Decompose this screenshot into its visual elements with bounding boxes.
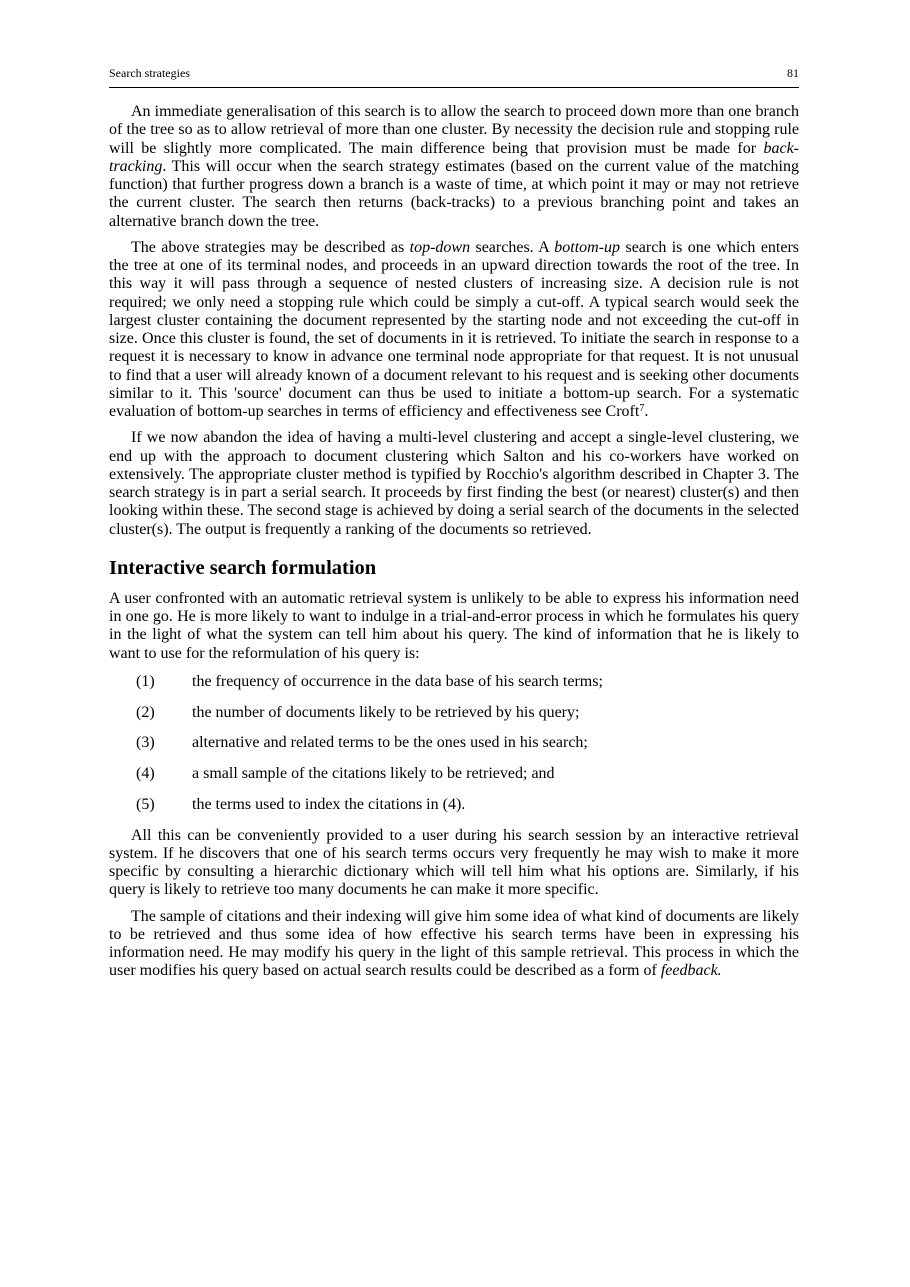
list-text: a small sample of the citations likely to be retrieved; and	[192, 765, 555, 782]
paragraph-text: The sample of citations and their indexing will give him some idea of what kind of documents are likely to be retrieved and thus some idea of how effective his search terms have been in expressing his information need. He may modify his query in the light of this sample retrieval. This process in which the user modifies his query based on actual search results could be described as a form of	[109, 907, 799, 980]
section-title: Search strategies	[109, 66, 190, 80]
section-heading: Interactive search formulation	[109, 556, 377, 579]
paragraph: A user confronted with an automatic retrieval system is unlikely to be able to express his information need in one go. He is more likely to want to indulge in a trial-and-error process in which he formulates his query in the light of what the system can tell him about his query. The kind of information that he is likely to want to use for the reformulation of his query is:	[109, 589, 799, 662]
list-number: (1)	[136, 672, 155, 690]
list-text: the frequency of occurrence in the data base of his search terms;	[192, 672, 603, 690]
emphasis: back-tracking	[109, 139, 799, 175]
list-text: alternative and related terms to be the ones used in his search;	[192, 734, 588, 752]
list-number: (3)	[136, 734, 155, 752]
paragraph-text: searches. A	[470, 238, 555, 256]
page-number: 81	[787, 66, 799, 80]
paragraph-text: The above strategies may be described as	[131, 238, 410, 256]
list-number: (4)	[136, 765, 155, 782]
list-item	[109, 796, 799, 814]
list-item	[109, 765, 799, 783]
list-text: the number of documents likely to be retrieved by his query;	[192, 703, 580, 721]
list-item	[109, 673, 799, 691]
body-text	[109, 103, 799, 981]
emphasis: feedback.	[660, 962, 722, 980]
paragraph-text: search is one which enters the tree at one of its terminal nodes, and proceeds in an upward direction towards the root of the tree. In this way it will pass through a sequence of nested clusters of increasing size. A decision rule is not required; we only need a stopping rule which could be simply a cut-off. A typical search would seek the largest cluster containing the document represented by the starting node and not exceeding the cut-off in size. Once this cluster is found, the set of documents in it is retrieved. To initiate the search in response to a request it is necessary to know in advance one terminal node appropriate for that request. It is not unusual to find that a user will already known of a document relevant to his request and is seeking other documents similar to it. This 'source' document can thus be used to initiate a bottom-up search. For a systematic evaluation of bottom-up searches in terms of efficiency and effectiveness see Croft	[109, 238, 800, 420]
list-number: (5)	[136, 795, 155, 813]
citation-superscript: 7	[639, 403, 645, 414]
list-text: the terms used to index the citations in (4).	[192, 795, 466, 813]
list-number: (2)	[136, 703, 155, 721]
list-item	[109, 734, 799, 752]
paragraph-text: An immediate generalisation of this search is to allow the search to proceed down more than one branch of the tree so as to allow retrieval of more than one cluster. By necessity the decision rule and stopping rule will be slightly more complicated. The main difference being that provision must be made for	[109, 103, 799, 157]
numbered-list	[109, 673, 799, 814]
paragraph: If we now abandon the idea of having a multi-level clustering and accept a single-level clustering, we end up with the approach to document clustering which Salton and his co-workers have worked on extensively. The appropriate cluster method is typified by Rocchio's algorithm described in Chapter 3. The search strategy is in part a serial search. It proceeds by first finding the best (or nearest) cluster(s) and then looking within these. The second stage is achieved by doing a serial search of the documents in the selected cluster(s). The output is frequently a ranking of the documents so retrieved.	[109, 429, 799, 538]
paragraph	[109, 908, 799, 981]
page	[109, 64, 799, 989]
paragraph	[109, 103, 799, 231]
paragraph: All this can be conveniently provided to a user during his search session by an interactive retrieval system. If he discovers that one of his search terms occurs very frequently he may wish to make it more specific by consulting a hierarchic dictionary which will tell him what his options are. Similarly, if his query is likely to retrieve too many documents he can make it more specific.	[109, 826, 799, 899]
paragraph	[109, 239, 799, 422]
list-item	[109, 704, 799, 722]
emphasis: top-down	[409, 238, 471, 256]
running-header	[109, 64, 799, 88]
paragraph-text: .	[644, 403, 649, 420]
paragraph-text: . This will occur when the search strategy estimates (based on the current value of the matching function) that further progress down a branch is a waste of time, at which point it may or may not retrieve the current cluster. The search then returns (back-tracks) to a previous branching point and takes an alternative branch down the tree.	[109, 157, 799, 230]
emphasis: bottom-up	[554, 238, 621, 256]
